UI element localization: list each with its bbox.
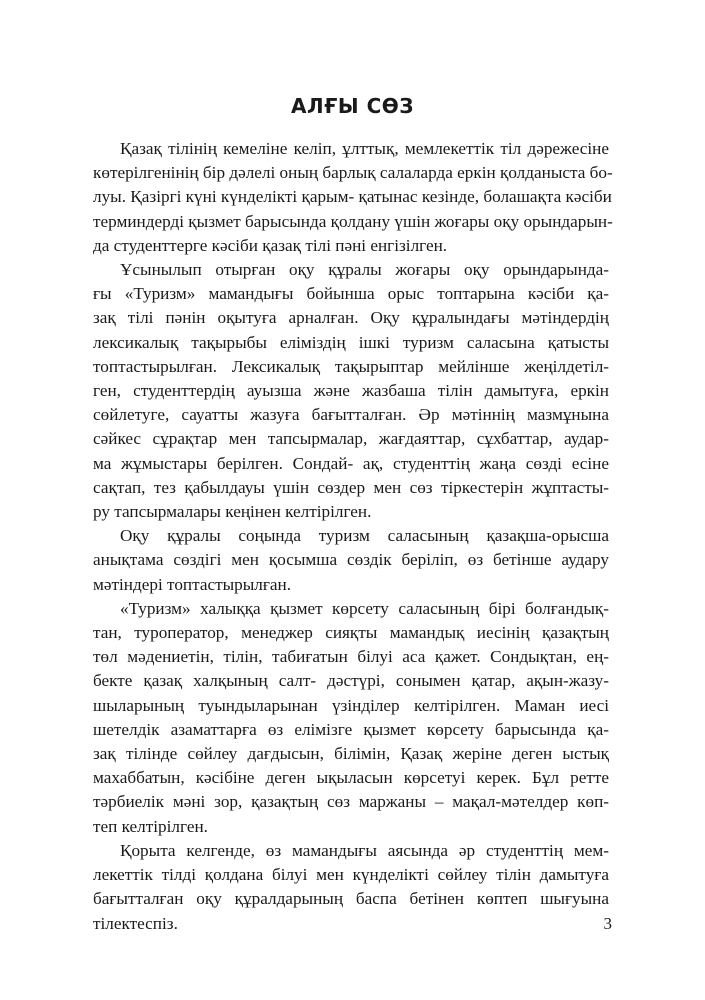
body-text xyxy=(93,137,613,936)
text-line: мәтіндері топтастырылған. xyxy=(93,574,292,594)
text-line: тілектеспіз. xyxy=(93,913,178,933)
text-line: шетелдік азаматтарға өз елімізге қызмет көрсету барысында қа- xyxy=(93,719,609,739)
text-line: терминдерді қызмет барысында қолдану үшін жоғары оқу орындарын- xyxy=(93,211,613,231)
text-line: махаббатын, кәсібіне деген ықыласын көрсетуі керек. Бұл ретте xyxy=(93,768,609,788)
text-line: Қазақ тілінің кемеліне келіп, ұлттық, мемлекеттік тіл дәрежесіне xyxy=(120,139,609,158)
text-line: Оқу құралы соңында туризм саласының қазақша-орысша xyxy=(120,526,609,546)
text-line: Қорыта келгенде, өз мамандығы аясында әр студенттің мем- xyxy=(120,840,609,860)
text-line: ма жұмыстары берілген. Сондай- ақ, студенттің жаңа сөзді есіне xyxy=(93,453,609,473)
text-line: «Туризм» халыққа қызмет көрсету саласының бірі болғандық- xyxy=(120,598,609,618)
text-line: ғы «Туризм» мамандығы бойынша орыс топтарына кәсіби қа- xyxy=(93,284,609,304)
paragraph-3 xyxy=(93,524,609,597)
text-line: сақтап, тез қабылдауы үшін сөздер мен сөз тіркестерін жұптасты- xyxy=(93,477,609,497)
text-line: зақ тілі пәнін оқытуға арналған. Оқу құралындағы мәтіндердің xyxy=(93,308,609,328)
text-line: көтерілгенінің бір дәлелі оның барлық салаларда еркін қолданыста бо- xyxy=(93,163,613,183)
text-line: шыларының туындыларынан үзінділер келтірілген. Маман иесі xyxy=(93,695,609,715)
text-line: топтастырылған. Лексикалық тақырыптар мейлінше жеңілдетіл- xyxy=(93,356,609,376)
text-line: теп келтірілген. xyxy=(93,816,208,836)
text-line: лексикалық тақырыбы еліміздің ішкі туризм саласына қатысты xyxy=(93,332,609,352)
text-line: ру тапсырмалары кеңінен келтірілген. xyxy=(93,502,372,522)
paragraph-1 xyxy=(93,137,613,258)
paragraph-5 xyxy=(93,839,609,936)
text-line: сөйлетуге, сауатты жазуға бағытталған. Әр мәтіннің мазмұнына xyxy=(93,405,609,425)
text-line: ген, студенттердің ауызша және жазбаша тілін дамытуға, еркін xyxy=(93,381,609,401)
text-line: луы. Қазіргі күні күнделікті қарым- қатынас кезінде, болашақта кәсіби xyxy=(93,187,612,207)
text-line: да студенттерге кәсіби қазақ тілі пәні енгізілген. xyxy=(93,235,448,255)
text-line: сәйкес сұрақтар мен тапсырмалар, жағдаяттар, сұхбаттар, аудар- xyxy=(93,429,609,449)
text-line: тан, туроператор, менеджер сияқты мамандық иесінің қазақтың xyxy=(93,623,609,643)
text-line: лекеттік тілді қолдана білуі мен күнделікті сөйлеу тілін дамытуға xyxy=(93,865,609,885)
page-title: АЛҒЫ СӨЗ xyxy=(291,94,414,118)
text-line: Ұсынылып отырған оқу құралы жоғары оқу орындарында- xyxy=(120,260,609,280)
text-line: төл мәдениетін, тілін, табиғатын білуі аса қажет. Сондықтан, ең- xyxy=(93,647,609,667)
paragraph-4 xyxy=(93,597,609,839)
paragraph-2 xyxy=(93,258,609,524)
text-line: зақ тілінде сөйлеу дағдысын, білімін, Қазақ жеріне деген ыстық xyxy=(93,744,609,764)
text-line: тәрбиелік мәні зор, қазақтың сөз маржаны – мақал-мәтелдер көп- xyxy=(93,792,609,812)
text-line: анықтама сөздігі мен қосымша сөздік беріліп, өз бетінше аудару xyxy=(93,550,609,570)
text-line: бекте қазақ халқының салт- дәстүрі, сонымен қатар, ақын-жазу- xyxy=(93,671,609,691)
text-line: бағытталған оқу құралдарының баспа бетінен көптеп шығуына xyxy=(93,889,609,909)
page-number: 3 xyxy=(603,914,612,933)
